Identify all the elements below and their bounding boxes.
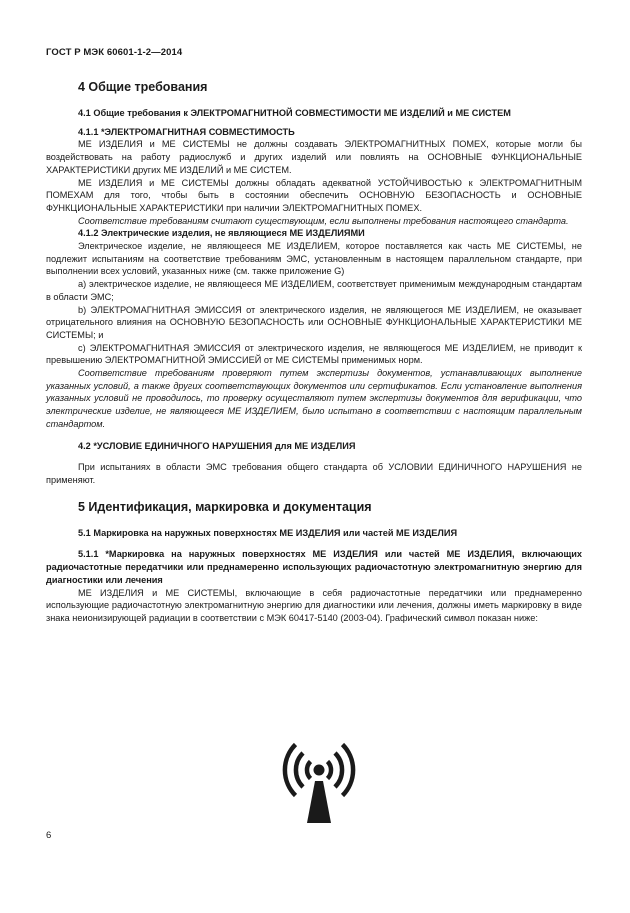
section-5-title: 5 Идентификация, маркировка и документация bbox=[78, 499, 372, 514]
section-4-1-1-title: 4.1.1 *ЭЛЕКТРОМАГНИТНАЯ СОВМЕСТИМОСТЬ bbox=[78, 126, 295, 137]
section-5-1-1-paragraph-1: МЕ ИЗДЕЛИЯ и МЕ СИСТЕМЫ, включающие в себя радиочастотные передатчики или преднамеренно использующие радиочастотную электромагнитную энергию для диагностики или лечения, должны иметь маркировку в виде знака неионизирующей радиации в соответствии с МЭК 60417-5140 (2003-04). Графический символ показан ниже: bbox=[46, 587, 582, 623]
section-4-1-2-title: 4.1.2 Электрические изделия, не являющиеся МЕ ИЗДЕЛИЯМИ bbox=[78, 228, 365, 239]
standard-header: ГОСТ Р МЭК 60601-1-2—2014 bbox=[46, 47, 183, 58]
non-ionizing-radiation-icon bbox=[273, 735, 365, 823]
section-4-title: 4 Общие требования bbox=[78, 80, 208, 94]
section-4-2-title: 4.2 *УСЛОВИЕ ЕДИНИЧНОГО НАРУШЕНИЯ для МЕ ИЗДЕЛИЯ bbox=[78, 440, 356, 451]
section-5-1-title: 5.1 Маркировка на наружных поверхностях МЕ ИЗДЕЛИЯ или частей МЕ ИЗДЕЛИЯ bbox=[78, 527, 458, 538]
section-5-1-1-title: 5.1.1 *Маркировка на наружных поверхностях МЕ ИЗДЕЛИЯ или частей МЕ ИЗДЕЛИЯ, включающих радиочастотные передатчики или преднамеренно использующих радиочастотную электромагнитную энергию для диагностики или лечения bbox=[46, 549, 582, 585]
section-4-1-2-item-c: c) ЭЛЕКТРОМАГНИТНАЯ ЭМИССИЯ от электрического изделия, не являющегося МЕ ИЗДЕЛИЕМ, не приводит к превышению ЭЛЕКТРОМАГНИТНОЙ ЭМИССИЕЙ от МЕ СИСТЕМЫ применимых норм. bbox=[46, 342, 582, 366]
section-4-1-2-item-a: a) электрическое изделие, не являющееся МЕ ИЗДЕЛИЕМ, соответствует применимым международным стандартам в области ЭМС; bbox=[46, 279, 582, 302]
section-4-2-paragraph-1: При испытаниях в области ЭМС требования общего стандарта об УСЛОВИИ ЕДИНИЧНОГО НАРУШЕНИЯ не применяют. bbox=[46, 462, 582, 485]
page-number: 6 bbox=[46, 830, 52, 841]
section-4-1-1-paragraph-2: МЕ ИЗДЕЛИЯ и МЕ СИСТЕМЫ должны обладать адекватной УСТОЙЧИВОСТЬЮ к ЭЛЕКТРОМАГНИТНЫМ ПОМЕХАМ для того, чтобы быть в состоянии обеспечить ОСНОВНУЮ БЕЗОПАСНОСТЬ и ОСНОВНЫЕ ФУНКЦИОНАЛЬНЫЕ ХАРАКТЕРИСТИКИ при наличии ЭЛЕКТРОМАГНИТНЫХ ПОМЕХ. bbox=[46, 177, 582, 213]
section-4-1-2-item-b: b) ЭЛЕКТРОМАГНИТНАЯ ЭМИССИЯ от электрического изделия, не являющегося МЕ ИЗДЕЛИЕМ, не оказывает отрицательного влияния на ОСНОВНУЮ БЕЗОПАСНОСТЬ или ОСНОВНЫЕ ФУНКЦИОНАЛЬНЫЕ ХАРАКТЕРИСТИКИ МЕ СИСТЕМЫ; и bbox=[46, 304, 582, 340]
section-4-1-title: 4.1 Общие требования к ЭЛЕКТРОМАГНИТНОЙ СОВМЕСТИМОСТИ МЕ ИЗДЕЛИЙ и МЕ СИСТЕМ bbox=[78, 108, 511, 118]
section-4-1-1-paragraph-1: МЕ ИЗДЕЛИЯ и МЕ СИСТЕМЫ не должны создавать ЭЛЕКТРОМАГНИТНЫХ ПОМЕХ, которые могли бы воздействовать на работу радиослужб и других изделий или повлиять на ОСНОВНЫЕ ФУНКЦИОНАЛЬНЫЕ ХАРАКТЕРИСТИКИ других МЕ ИЗДЕЛИЙ и МЕ СИСТЕМ. bbox=[46, 139, 582, 175]
section-4-1-1-note: Соответствие требованиям считают существующим, если выполнены требования настоящего стандарта. bbox=[78, 215, 569, 226]
section-4-1-2-note: Соответствие требованиям проверяют путем экспертизы документов, устанавливающих выполнение указанных условий, а также других соответствующих документов или сертификатов. Если установление выполнения указанных условий не проводилось, то проверку осуществляют путем экспертизы документов для верификации, что электрические изделие, не являющееся МЕ ИЗДЕЛИЕМ, было испытано в соответствии с настоящим параллельным стандартом. bbox=[46, 368, 582, 429]
section-4-1-2-paragraph-1: Электрическое изделие, не являющееся МЕ ИЗДЕЛИЕМ, которое поставляется как часть МЕ СИСТЕМЫ, не подлежит испытаниям на соответствие требованиям ЭМС, установленным в настоящем параллельном стандарте, при выполнении всех условий, указанных ниже (см. также приложение G) bbox=[46, 241, 582, 277]
page-content bbox=[46, 80, 582, 625]
